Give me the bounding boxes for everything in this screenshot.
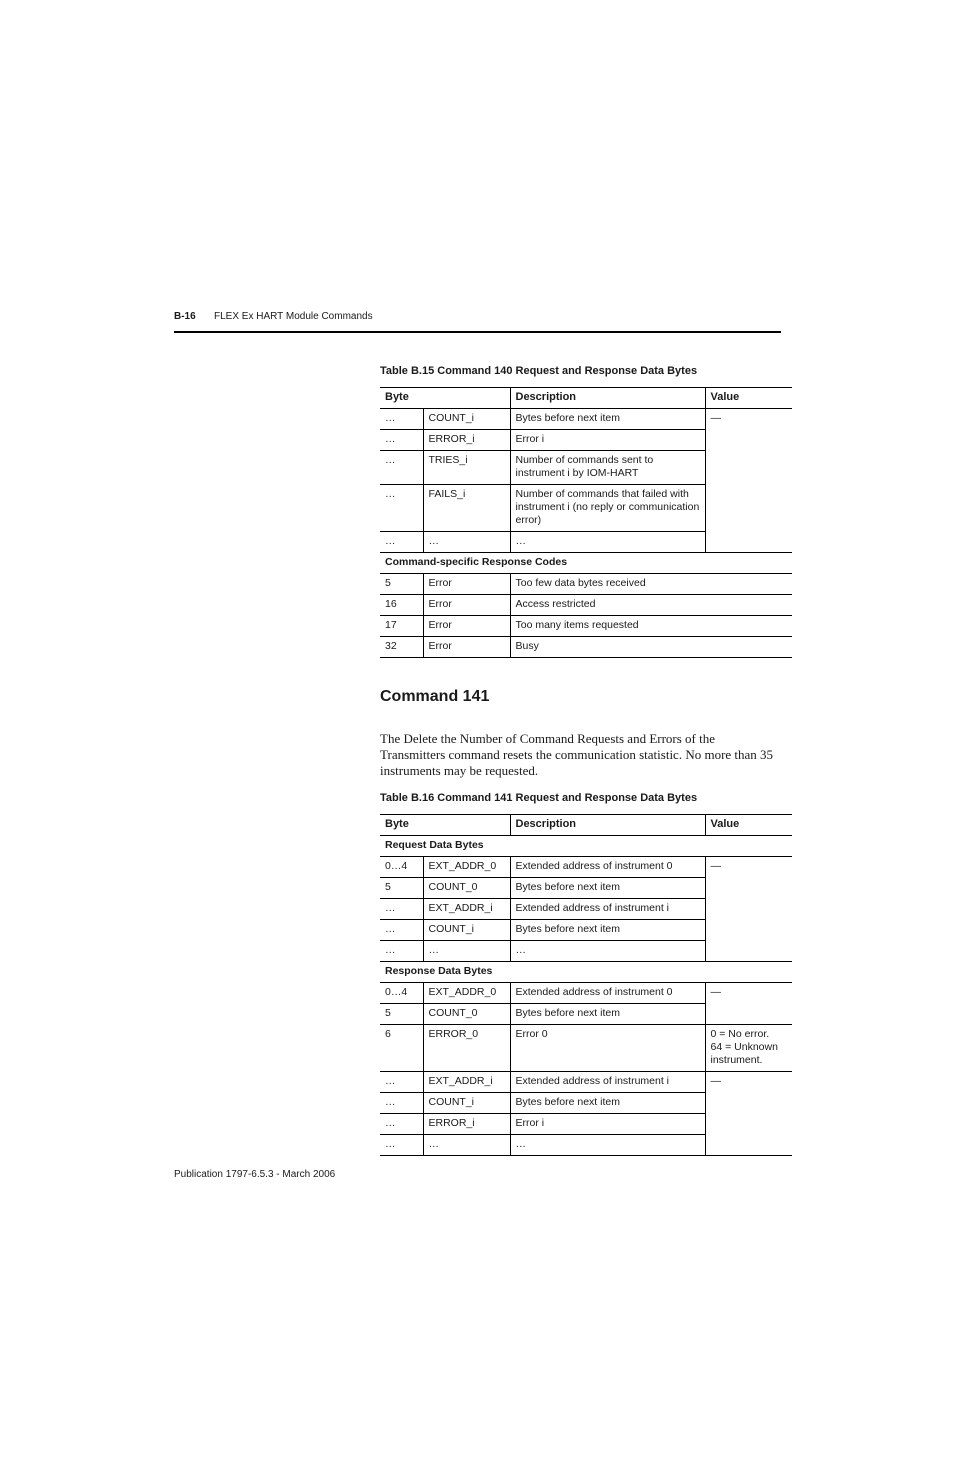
field-cell: … (423, 532, 510, 553)
code-cell: 5 (380, 574, 423, 595)
byte-cell: … (380, 451, 423, 485)
table-header-row (380, 815, 792, 836)
meaning-cell: Access restricted (510, 595, 792, 616)
table-row (380, 1025, 792, 1072)
page-header (174, 311, 781, 333)
column-header-value: Value (705, 815, 792, 836)
value-cell: — (705, 857, 792, 962)
description-cell: … (510, 941, 705, 962)
table-row (380, 409, 792, 430)
table-row (380, 1072, 792, 1093)
byte-cell: … (380, 1114, 423, 1135)
byte-cell: … (380, 941, 423, 962)
meaning-cell: Busy (510, 637, 792, 658)
byte-cell: … (380, 899, 423, 920)
byte-cell: … (380, 920, 423, 941)
table-row (380, 983, 792, 1004)
response-codes-title: Command-specific Response Codes (380, 553, 792, 574)
chapter-title: FLEX Ex HART Module Commands (214, 311, 373, 322)
field-cell: EXT_ADDR_0 (423, 983, 510, 1004)
field-cell: COUNT_0 (423, 1004, 510, 1025)
description-cell: Bytes before next item (510, 1093, 705, 1114)
description-cell: Error i (510, 1114, 705, 1135)
field-cell: COUNT_i (423, 920, 510, 941)
byte-cell: 5 (380, 1004, 423, 1025)
table-b16 (380, 814, 792, 1156)
section-heading: Command 141 (380, 688, 490, 705)
table-row (380, 616, 792, 637)
field-cell: … (423, 941, 510, 962)
byte-cell: 0…4 (380, 983, 423, 1004)
table-section-row (380, 962, 792, 983)
column-header-byte: Byte (380, 815, 510, 836)
publication-footer: Publication 1797-6.5.3 - March 2006 (174, 1169, 336, 1180)
class-cell: Error (423, 574, 510, 595)
description-cell: Extended address of instrument i (510, 899, 705, 920)
request-section-title: Request Data Bytes (380, 836, 792, 857)
table-row (380, 574, 792, 595)
description-cell: … (510, 1135, 705, 1156)
column-header-description: Description (510, 388, 705, 409)
column-header-byte: Byte (380, 388, 510, 409)
byte-cell: … (380, 430, 423, 451)
class-cell: Error (423, 595, 510, 616)
description-cell: Extended address of instrument 0 (510, 857, 705, 878)
class-cell: Error (423, 616, 510, 637)
description-cell: Number of commands sent to instrument i by IOM-HART (510, 451, 705, 485)
description-cell: … (510, 532, 705, 553)
field-cell: COUNT_i (423, 409, 510, 430)
field-cell: COUNT_0 (423, 878, 510, 899)
field-cell: EXT_ADDR_0 (423, 857, 510, 878)
table-row (380, 637, 792, 658)
value-cell: — (705, 983, 792, 1025)
column-header-description: Description (510, 815, 705, 836)
field-cell: … (423, 1135, 510, 1156)
field-cell: EXT_ADDR_i (423, 899, 510, 920)
code-cell: 17 (380, 616, 423, 637)
description-cell: Number of commands that failed with instrument i (no reply or communication error) (510, 485, 705, 532)
field-cell: ERROR_i (423, 1114, 510, 1135)
section-paragraph: The Delete the Number of Command Requests and Errors of the Transmitters command resets the communication statistic. No more than 35 instruments may be requested. (380, 731, 774, 778)
page-number: B-16 (174, 311, 196, 322)
value-cell: 0 = No error. 64 = Unknown instrument. (705, 1025, 792, 1072)
description-cell: Extended address of instrument 0 (510, 983, 705, 1004)
description-cell: Bytes before next item (510, 920, 705, 941)
byte-cell: 5 (380, 878, 423, 899)
byte-cell: … (380, 1072, 423, 1093)
code-cell: 16 (380, 595, 423, 616)
field-cell: EXT_ADDR_i (423, 1072, 510, 1093)
meaning-cell: Too few data bytes received (510, 574, 792, 595)
value-cell: — (705, 1072, 792, 1156)
byte-cell: … (380, 1093, 423, 1114)
byte-cell: … (380, 485, 423, 532)
description-cell: Error i (510, 430, 705, 451)
table-section-row (380, 553, 792, 574)
field-cell: ERROR_i (423, 430, 510, 451)
byte-cell: 6 (380, 1025, 423, 1072)
field-cell: TRIES_i (423, 451, 510, 485)
description-cell: Error 0 (510, 1025, 705, 1072)
table-section-row (380, 836, 792, 857)
byte-cell: 0…4 (380, 857, 423, 878)
description-cell: Extended address of instrument i (510, 1072, 705, 1093)
field-cell: ERROR_0 (423, 1025, 510, 1072)
table-b15 (380, 387, 792, 658)
class-cell: Error (423, 637, 510, 658)
table-b15-caption: Table B.15 Command 140 Request and Response Data Bytes (380, 365, 698, 377)
byte-cell: … (380, 532, 423, 553)
description-cell: Bytes before next item (510, 878, 705, 899)
field-cell: FAILS_i (423, 485, 510, 532)
description-cell: Bytes before next item (510, 409, 705, 430)
byte-cell: … (380, 1135, 423, 1156)
table-row (380, 595, 792, 616)
response-section-title: Response Data Bytes (380, 962, 792, 983)
field-cell: COUNT_i (423, 1093, 510, 1114)
code-cell: 32 (380, 637, 423, 658)
table-b16-caption: Table B.16 Command 141 Request and Response Data Bytes (380, 792, 698, 804)
byte-cell: … (380, 409, 423, 430)
table-row (380, 857, 792, 878)
description-cell: Bytes before next item (510, 1004, 705, 1025)
table-header-row (380, 388, 792, 409)
value-cell: — (705, 409, 792, 553)
meaning-cell: Too many items requested (510, 616, 792, 637)
column-header-value: Value (705, 388, 792, 409)
